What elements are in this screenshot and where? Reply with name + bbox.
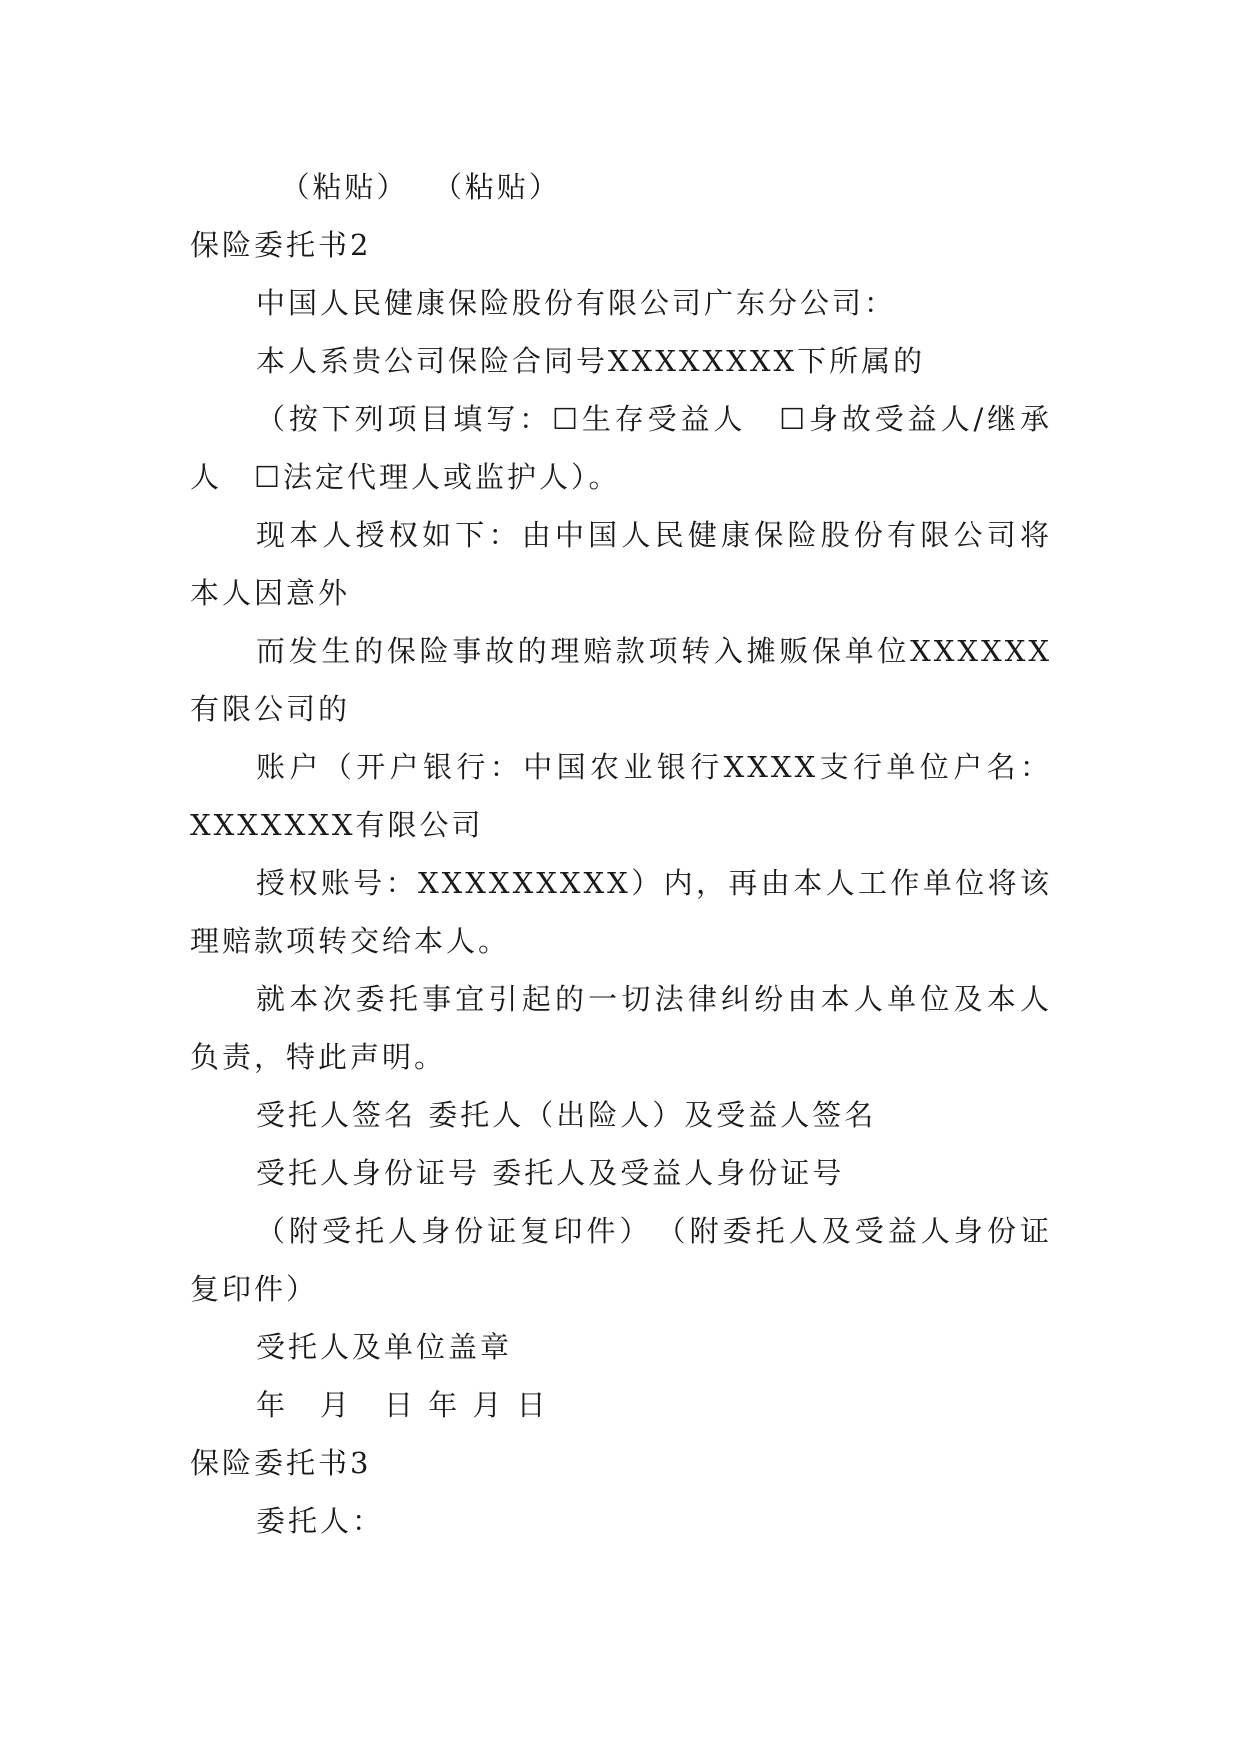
signature-labels-line: 受托人签名 委托人（出险人）及受益人签名 [256,1098,877,1132]
account-paragraph: 账户（开户银行：中国农业银行XXXX支行单位户名：XXXXXXX有限公司 [190,750,1052,842]
liability-statement-paragraph: 就本次委托事宜引起的一切法律纠纷由本人单位及本人负责，特此声明。 [190,982,1052,1074]
paste-placeholder-line: （粘贴） （粘贴） [256,170,561,204]
section-heading-2: 保险委托书2 [190,228,372,262]
id-number-labels-line: 受托人身份证号 委托人及受益人身份证号 [256,1156,845,1190]
id-copy-attachment-paragraph: （附受托人身份证复印件） （附委托人及受益人身份证复印件） [190,1214,1052,1306]
beneficiary-options-paragraph: （按下列项目填写：☐生存受益人 ☐身故受益人/继承人 ☐法定代理人或监护人）。 [190,402,1052,494]
authorization-paragraph: 现本人授权如下：由中国人民健康保险股份有限公司将本人因意外 [190,518,1052,610]
authorized-account-paragraph: 授权账号：XXXXXXXXX）内，再由本人工作单位将该理赔款项转交给本人。 [190,866,1052,958]
section-heading-3: 保险委托书3 [190,1446,372,1480]
policy-number-line: 本人系贵公司保险合同号XXXXXXXX下所属的 [256,344,926,378]
transfer-paragraph: 而发生的保险事故的理赔款项转入摊贩保单位XXXXXX有限公司的 [190,634,1052,726]
seal-line: 受托人及单位盖章 [256,1330,513,1364]
addressee-line: 中国人民健康保险股份有限公司广东分公司： [256,286,897,320]
date-line: 年 月 日 年 月 日 [256,1388,549,1422]
document-body [190,158,1052,1550]
principal-label-line: 委托人： [256,1504,385,1538]
